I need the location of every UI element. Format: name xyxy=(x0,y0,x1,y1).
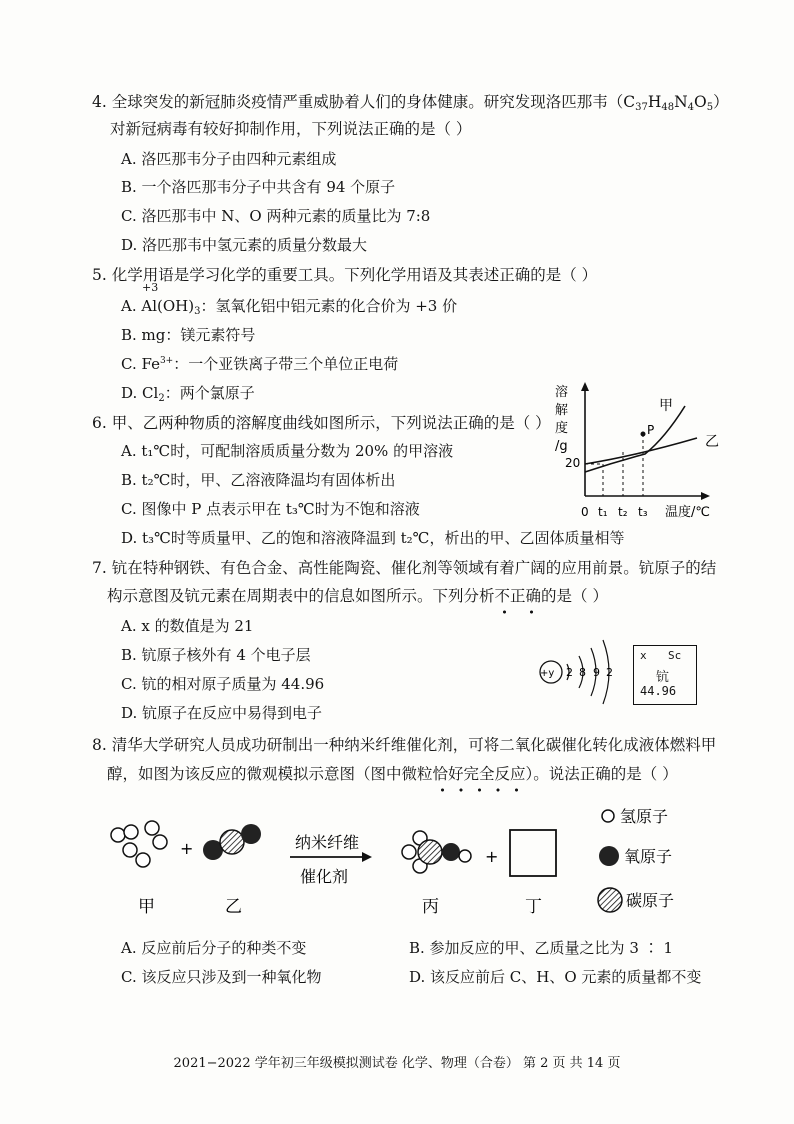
plus-sign-2: + xyxy=(485,847,499,866)
reaction-diagram xyxy=(100,800,720,930)
q4-stem-line2: 对新冠病毒有较好抑制作用，下列说法正确的是（ ） xyxy=(110,120,472,138)
plus-sign-1: + xyxy=(180,839,194,858)
label-ding: 丁 xyxy=(525,897,542,917)
element-name: 钪 xyxy=(656,670,670,685)
graph-x-arrow xyxy=(701,492,710,500)
bing-molecule xyxy=(402,831,471,873)
legend-o-label: 氧原子 xyxy=(624,847,673,866)
ding-box xyxy=(510,830,556,876)
label-yi: 乙 xyxy=(225,897,242,917)
scandium-atom-diagram xyxy=(535,630,635,710)
element-symbol: Sc xyxy=(668,649,682,662)
shell-3-count: 9 xyxy=(593,666,600,679)
q8-option-c[interactable]: C. 该反应只涉及到一种氧化物 xyxy=(121,968,322,986)
label-p: P xyxy=(647,423,655,437)
q4-option-b[interactable]: B. 一个洛匹那韦分子中共含有 94 个原子 xyxy=(121,178,396,196)
q4-option-c[interactable]: C. 洛匹那韦中 N、O 两种元素的质量比为 7:8 xyxy=(121,207,431,225)
q7-option-b[interactable]: B. 钪原子核外有 4 个电子层 xyxy=(121,646,311,664)
ylabel-4: /g xyxy=(555,439,568,454)
jia-molecules xyxy=(111,821,167,867)
q5-option-d[interactable]: D. $Cl_2$：两个氯原子 xyxy=(121,384,255,404)
graph-y-arrow xyxy=(581,382,589,391)
q7-stem-line1: 7. 钪在特种钢铁、有色合金、高性能陶瓷、催化剂等领域有着广阔的应用前景。钪原子的结 xyxy=(92,559,717,577)
point-p xyxy=(641,432,646,437)
atomic-mass: 44.96 xyxy=(640,684,677,698)
ylabel-2: 解 xyxy=(555,403,569,418)
shell-2-count: 8 xyxy=(579,666,586,679)
tick-t2: t₂ xyxy=(618,505,628,519)
atomic-number: x xyxy=(640,649,647,662)
label-bing: 丙 xyxy=(422,897,439,917)
legend-h-icon xyxy=(602,810,614,822)
legend-h-label: 氢原子 xyxy=(620,807,669,826)
q4-stem-line1: 4. 全球突发的新冠肺炎疫情严重威胁着人们的身体健康。研究发现洛匹那韦（C37H48N4O5） xyxy=(92,93,729,113)
q5-valence-mark: +3 xyxy=(142,281,159,294)
tick-20: 20 xyxy=(565,456,581,470)
legend-c-icon xyxy=(598,888,622,912)
label-jia: 甲 xyxy=(659,398,673,414)
tick-t1: t₁ xyxy=(598,505,608,519)
page-footer: 2021−2022 学年初三年级模拟测试卷 化学、物理（合卷） 第 2 页 共 14 页 xyxy=(173,1056,621,1071)
q6-option-b[interactable]: B. t₂℃时，甲、乙溶液降温均有固体析出 xyxy=(121,471,396,489)
label-yi: 乙 xyxy=(705,434,719,450)
solubility-graph xyxy=(555,378,755,528)
yi-molecule xyxy=(203,824,261,860)
q7-stem-line2: 构示意图及钪元素在周期表中的信息如图所示。下列分析不正确的是（ ） xyxy=(107,587,608,605)
q4-option-a[interactable]: A. 洛匹那韦分子由四种元素组成 xyxy=(121,150,337,168)
legend-c-label: 碳原子 xyxy=(626,891,675,910)
catalyst-label-1: 纳米纤维 xyxy=(295,833,360,852)
q5-option-a[interactable]: A. $Al(OH)_3$：氢氧化铝中铝元素的化合价为 +3 价 xyxy=(121,297,458,317)
q8-option-a[interactable]: A. 反应前后分子的种类不变 xyxy=(121,939,307,957)
q8-stem-line2: 醇，如图为该反应的微观模拟示意图（图中微粒恰好完全反应）。说法正确的是（ ） xyxy=(107,765,678,783)
q8-option-b[interactable]: B. 参加反应的甲、乙质量之比为 3 ∶ 1 xyxy=(409,939,673,957)
tick-t3: t₃ xyxy=(638,505,648,519)
catalyst-label-2: 催化剂 xyxy=(300,867,349,886)
q6-option-d[interactable]: D. t₃℃时等质量甲、乙的饱和溶液降温到 t₂℃，析出的甲、乙固体质量相等 xyxy=(121,529,625,547)
curve-yi xyxy=(585,438,697,464)
q8-option-d[interactable]: D. 该反应前后 C、H、O 元素的质量都不变 xyxy=(409,968,702,986)
ylabel-1: 溶 xyxy=(555,385,569,400)
q6-stem: 6. 甲、乙两种物质的溶解度曲线如图所示，下列说法正确的是（ ） xyxy=(92,414,551,432)
label-jia: 甲 xyxy=(138,897,155,917)
q4-option-d[interactable]: D. 洛匹那韦中氢元素的质量分数最大 xyxy=(121,236,368,254)
periodic-card xyxy=(633,645,697,705)
nucleus-charge: +y xyxy=(540,668,555,679)
shell-1-count: 2 xyxy=(566,666,573,679)
q5-option-b[interactable]: B. mg：镁元素符号 xyxy=(121,326,256,344)
q5-option-c[interactable]: C. $Fe^{3+}$：一个亚铁离子带三个单位正电荷 xyxy=(121,355,399,373)
q5-stem: 5. 化学用语是学习化学的重要工具。下列化学用语及其表述正确的是（ ） xyxy=(92,266,598,284)
q6-option-c[interactable]: C. 图像中 P 点表示甲在 t₃℃时为不饱和溶液 xyxy=(121,500,420,518)
ylabel-3: 度 xyxy=(555,421,569,436)
tick-origin: 0 xyxy=(581,505,589,519)
q8-stem-line1: 8. 清华大学研究人员成功研制出一种纳米纤维催化剂，可将二氧化碳催化转化成液体燃料甲 xyxy=(92,736,717,754)
q7-option-d[interactable]: D. 钪原子在反应中易得到电子 xyxy=(121,704,323,722)
q7-option-a[interactable]: A. x 的数值是为 21 xyxy=(121,617,254,635)
xlabel: 温度/℃ xyxy=(665,505,710,520)
q7-option-c[interactable]: C. 钪的相对原子质量为 44.96 xyxy=(121,675,325,693)
q6-option-a[interactable]: A. t₁℃时，可配制溶质质量分数为 20% 的甲溶液 xyxy=(121,442,454,460)
legend-o-icon xyxy=(599,846,619,866)
shell-4-count: 2 xyxy=(606,666,613,679)
